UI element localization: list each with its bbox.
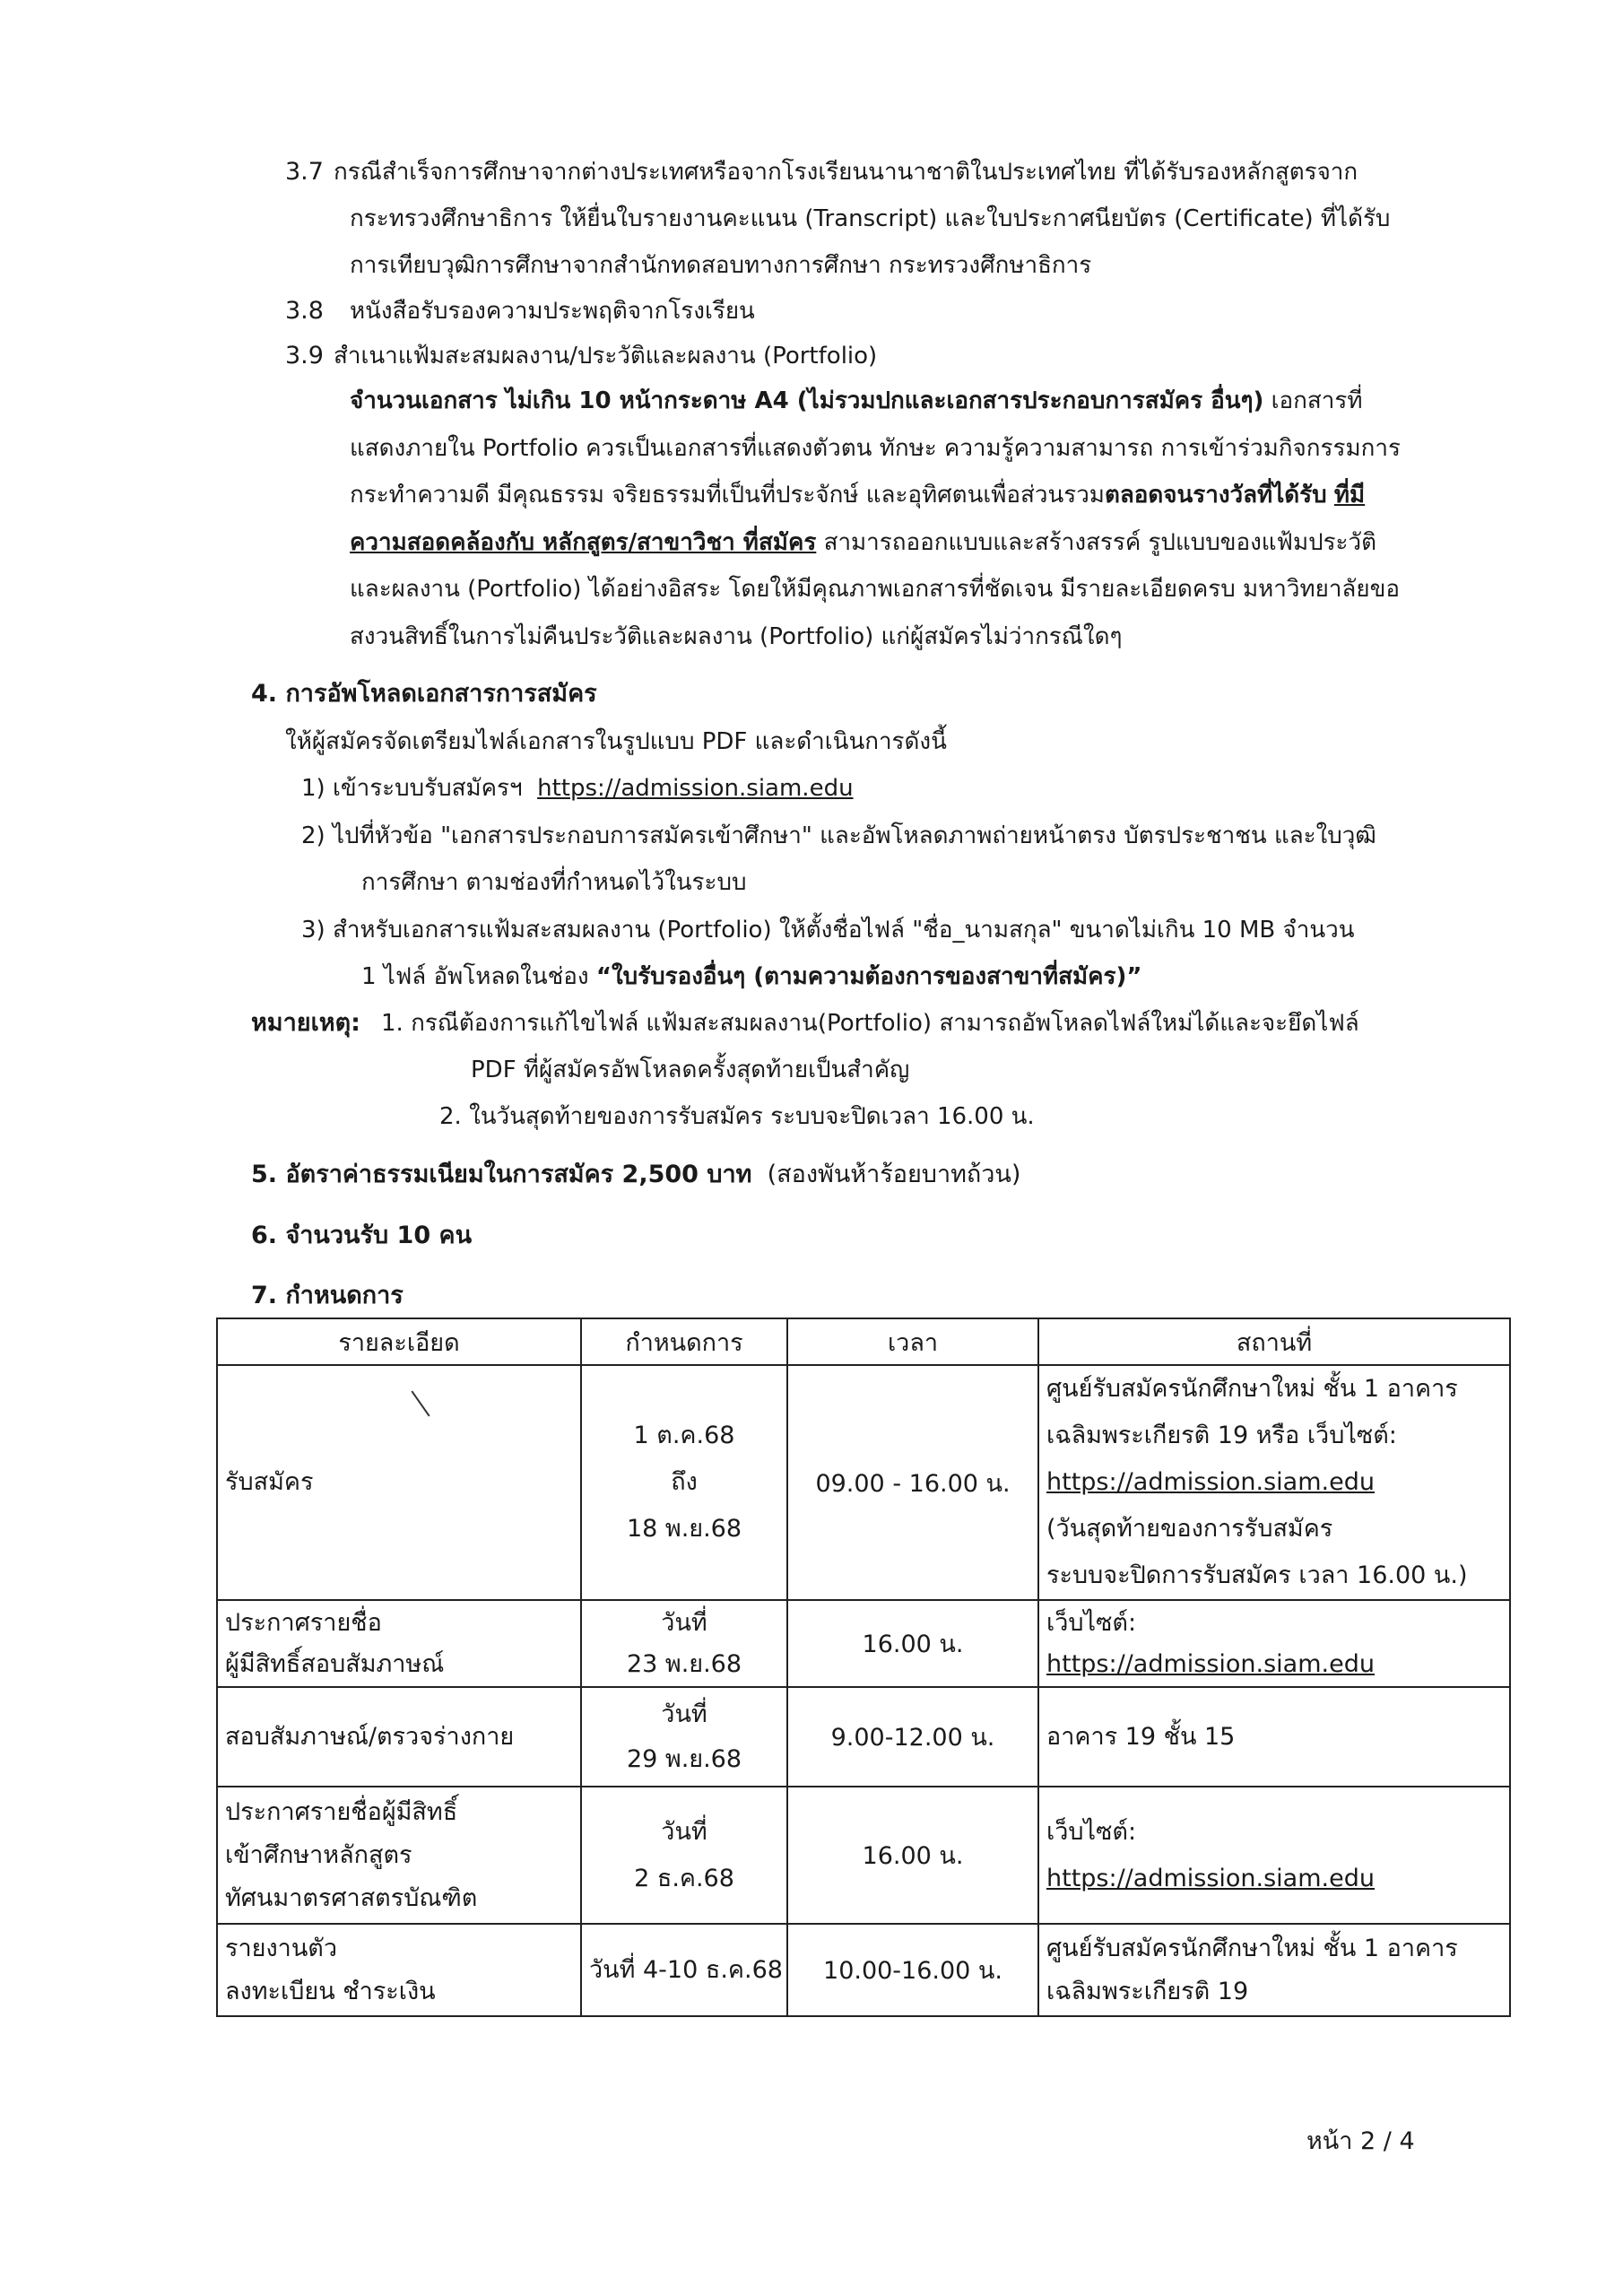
place-admission-link[interactable]: https://admission.siam.edu — [1046, 1864, 1375, 1892]
portfolio-paragraph-line-3 — [350, 472, 1365, 518]
step-2-label: 2) — [301, 822, 325, 849]
step-2-line-1 — [301, 813, 1376, 859]
date-line: 1 ต.ค.68 — [633, 1422, 735, 1449]
item-3-9-number: 3.9 — [285, 342, 324, 370]
date-line: 23 พ.ย.68 — [626, 1649, 742, 1678]
step-3-line-2 — [361, 953, 1141, 1000]
step-3-line-2-a: 1 ไฟล์ อัพโหลดในช่อง — [361, 963, 596, 990]
date-line: 18 พ.ย.68 — [626, 1515, 742, 1543]
step-3-text: สำหรับเอกสารแฟ้มสะสมผลงาน (Portfolio) ให้ตั้งชื่อไฟล์ "ชื่อ_นามสกุล" ขนาดไม่เกิน 10 MB จำนวน — [332, 917, 1355, 944]
row-place — [1038, 1687, 1510, 1787]
row-detail — [217, 1787, 581, 1924]
portfolio-page-limit: จำนวนเอกสาร ไม่เกิน 10 หน้ากระดาษ A4 (ไม่รวมปกและเอกสารประกอบการสมัคร อื่นๆ) — [350, 387, 1264, 414]
page-number: หน้า 2 / 4 — [1306, 2127, 1415, 2155]
place-line: ศูนย์รับสมัครนักศึกษาใหม่ ชั้น 1 อาคาร — [1046, 1934, 1458, 1962]
portfolio-paragraph-line-2: แสดงภายใน Portfolio ควรเป็นเอกสารที่แสดงตัวตน ทักษะ ความรู้ความสามารถ การเข้าร่วมกิจกรรมการ — [350, 435, 1401, 462]
place-line: เฉลิมพระเกียรติ 19 หรือ เว็บไซต์: — [1046, 1422, 1397, 1449]
portfolio-relevance-emphasis: ความสอดคล้องกับ หลักสูตร/สาขาวิชา ที่สมัคร — [350, 529, 817, 556]
item-3-8-text: หนังสือรับรองความประพฤติจากโรงเรียน — [350, 298, 755, 325]
detail-line: เข้าศึกษาหลักสูตร — [225, 1840, 412, 1869]
date-line: 29 พ.ย.68 — [626, 1744, 742, 1773]
detail-line: รับสมัคร — [225, 1468, 314, 1496]
place-line: ระบบจะปิดการรับสมัคร เวลา 16.00 น.) — [1046, 1561, 1468, 1589]
row-time: 09.00 - 16.00 น. — [787, 1365, 1038, 1600]
section-4-title: 4. การอัพโหลดเอกสารการสมัคร — [251, 680, 597, 708]
row-place — [1038, 1365, 1510, 1600]
item-3-7-line-1: กรณีสำเร็จการศึกษาจากต่างประเทศหรือจากโรงเรียนนานาชาติในประเทศไทย ที่ได้รับรองหลักสูตรจาก — [334, 159, 1358, 186]
section-7-title: 7. กำหนดการ — [251, 1282, 404, 1309]
place-line: เว็บไซต์: — [1046, 1608, 1137, 1637]
detail-line: สอบสัมภาษณ์/ตรวจร่างกาย — [225, 1722, 515, 1751]
row-detail — [217, 1365, 581, 1600]
detail-line: ผู้มีสิทธิ์สอบสัมภาษณ์ — [225, 1649, 445, 1678]
detail-line: ทัศนมาตรศาสตรบัณฑิต — [225, 1883, 478, 1912]
row-place — [1038, 1600, 1510, 1687]
place-line: เว็บไซต์: — [1046, 1817, 1137, 1846]
detail-line: ลงทะเบียน ชำระเงิน — [225, 1977, 436, 2005]
header-detail: รายละเอียด — [217, 1318, 581, 1365]
row-date — [581, 1687, 787, 1787]
step-3-line-1 — [301, 907, 1355, 953]
portfolio-line-3-a: กระทำความดี มีคุณธรรม จริยธรรมที่เป็นที่ประจักษ์ และอุทิศตนเพื่อส่วนรวม — [350, 482, 1105, 509]
fee-words: (สองพันห้าร้อยบาทถ้วน) — [767, 1161, 1021, 1188]
row-date — [581, 1924, 787, 2016]
note-2: 2. ในวันสุดท้ายของการรับสมัคร ระบบจะปิดเวลา 16.00 น. — [439, 1103, 1035, 1130]
row-detail — [217, 1600, 581, 1687]
schedule-header-row — [217, 1318, 1510, 1365]
place-line: เฉลิมพระเกียรติ 19 — [1046, 1977, 1249, 2005]
date-line: ถึง — [671, 1468, 698, 1496]
note-1-line-1: 1. กรณีต้องการแก้ไขไฟล์ แฟ้มสะสมผลงาน(Portfolio) สามารถอัพโหลดไฟล์ใหม่ได้และจะยึดไฟล์ — [381, 1010, 1359, 1037]
portfolio-paragraph-line-1 — [350, 378, 1362, 424]
row-date — [581, 1365, 787, 1600]
portfolio-line-1-rest: เอกสารที่ — [1263, 387, 1363, 414]
table-row — [217, 1600, 1510, 1687]
item-3-7-line-2: กระทรวงศึกษาธิการ ให้ยื่นใบรายงานคะแนน (Transcript) และใบประกาศนียบัตร (Certificate) ที่ได้รับ — [350, 205, 1391, 232]
header-date: กำหนดการ — [581, 1318, 787, 1365]
detail-line: ประกาศรายชื่อ — [225, 1608, 382, 1637]
row-place — [1038, 1924, 1510, 2016]
portfolio-line-3-relevance-start: ที่มี — [1333, 482, 1366, 509]
step-1-text: เข้าระบบรับสมัครฯ — [332, 775, 523, 802]
place-admission-link[interactable]: https://admission.siam.edu — [1046, 1649, 1375, 1678]
schedule-table — [216, 1318, 1511, 2017]
detail-line: ประกาศรายชื่อผู้มีสิทธิ์ — [225, 1797, 458, 1826]
row-date — [581, 1787, 787, 1924]
portfolio-line-4-rest: สามารถออกแบบและสร้างสรรค์ รูปแบบของแฟ้มประวัติ — [816, 529, 1377, 556]
place-line: อาคาร 19 ชั้น 15 — [1046, 1722, 1236, 1751]
row-detail — [217, 1687, 581, 1787]
step-3-upload-slot: “ใบรับรองอื่นๆ (ตามความต้องการของสาขาที่สมัคร)” — [595, 963, 1142, 990]
row-place — [1038, 1787, 1510, 1924]
section-4-intro: ให้ผู้สมัครจัดเตรียมไฟล์เอกสารในรูปแบบ PDF และดำเนินการดังนี้ — [285, 728, 947, 755]
date-line: วันที่ — [661, 1817, 707, 1846]
section-5-fee — [251, 1152, 1020, 1198]
place-line: (วันสุดท้ายของการรับสมัคร — [1046, 1515, 1333, 1543]
fee-label: 5. อัตราค่าธรรมเนียมในการสมัคร 2,500 บาท — [251, 1161, 752, 1188]
step-3-label: 3) — [301, 917, 325, 944]
portfolio-paragraph-line-5: และผลงาน (Portfolio) ได้อย่างอิสระ โดยให้มีคุณภาพเอกสารที่ชัดเจน มีรายละเอียดครบ มหาวิทยาลัยขอ — [350, 576, 1400, 603]
row-time: 16.00 น. — [787, 1600, 1038, 1687]
item-3-7-line-3: การเทียบวุฒิการศึกษาจากสำนักทดสอบทางการศึกษา กระทรวงศึกษาธิการ — [350, 252, 1092, 279]
detail-line: รายงานตัว — [225, 1934, 337, 1962]
table-row — [217, 1365, 1510, 1600]
item-3-9-text: สำเนาแฟ้มสะสมผลงาน/ประวัติและผลงาน (Portfolio) — [334, 343, 878, 370]
section-6-quota: 6. จำนวนรับ 10 คน — [251, 1222, 473, 1249]
place-line: ศูนย์รับสมัครนักศึกษาใหม่ ชั้น 1 อาคาร — [1046, 1375, 1458, 1403]
header-time: เวลา — [787, 1318, 1038, 1365]
row-time: 16.00 น. — [787, 1787, 1038, 1924]
item-3-8-number: 3.8 — [285, 297, 324, 325]
header-place: สถานที่ — [1038, 1318, 1510, 1365]
table-row — [217, 1687, 1510, 1787]
table-row — [217, 1924, 1510, 2016]
row-detail — [217, 1924, 581, 2016]
date-line: วันที่ 4-10 ธ.ค.68 — [589, 1955, 783, 1984]
portfolio-paragraph-line-6: สงวนสิทธิ์ในการไม่คืนประวัติและผลงาน (Portfolio) แก่ผู้สมัครไม่ว่ากรณีใดๆ — [350, 623, 1123, 650]
portfolio-paragraph-line-4 — [350, 519, 1376, 566]
date-line: 2 ธ.ค.68 — [634, 1864, 734, 1892]
place-admission-link[interactable]: https://admission.siam.edu — [1046, 1468, 1375, 1496]
step-1 — [301, 765, 854, 812]
step-2-text: ไปที่หัวข้อ "เอกสารประกอบการสมัครเข้าศึกษา" และอัพโหลดภาพถ่ายหน้าตรง บัตรประชาชน และใบวุฒิ — [332, 822, 1376, 849]
note-label: หมายเหตุ: — [251, 1009, 360, 1037]
date-line: วันที่ — [661, 1608, 707, 1637]
row-date — [581, 1600, 787, 1687]
admission-link[interactable]: https://admission.siam.edu — [537, 775, 854, 802]
step-2-line-2: การศึกษา ตามช่องที่กำหนดไว้ในระบบ — [361, 869, 747, 896]
portfolio-line-3-awards: ตลอดจนรางวัลที่ได้รับ — [1104, 482, 1327, 509]
item-3-7-number: 3.7 — [285, 158, 324, 186]
step-1-label: 1) — [301, 775, 325, 802]
note-1-line-2: PDF ที่ผู้สมัครอัพโหลดครั้งสุดท้ายเป็นสำคัญ — [471, 1057, 910, 1083]
row-time: 9.00-12.00 น. — [787, 1687, 1038, 1787]
date-line: วันที่ — [661, 1700, 707, 1728]
row-time: 10.00-16.00 น. — [787, 1924, 1038, 2016]
table-row — [217, 1787, 1510, 1924]
